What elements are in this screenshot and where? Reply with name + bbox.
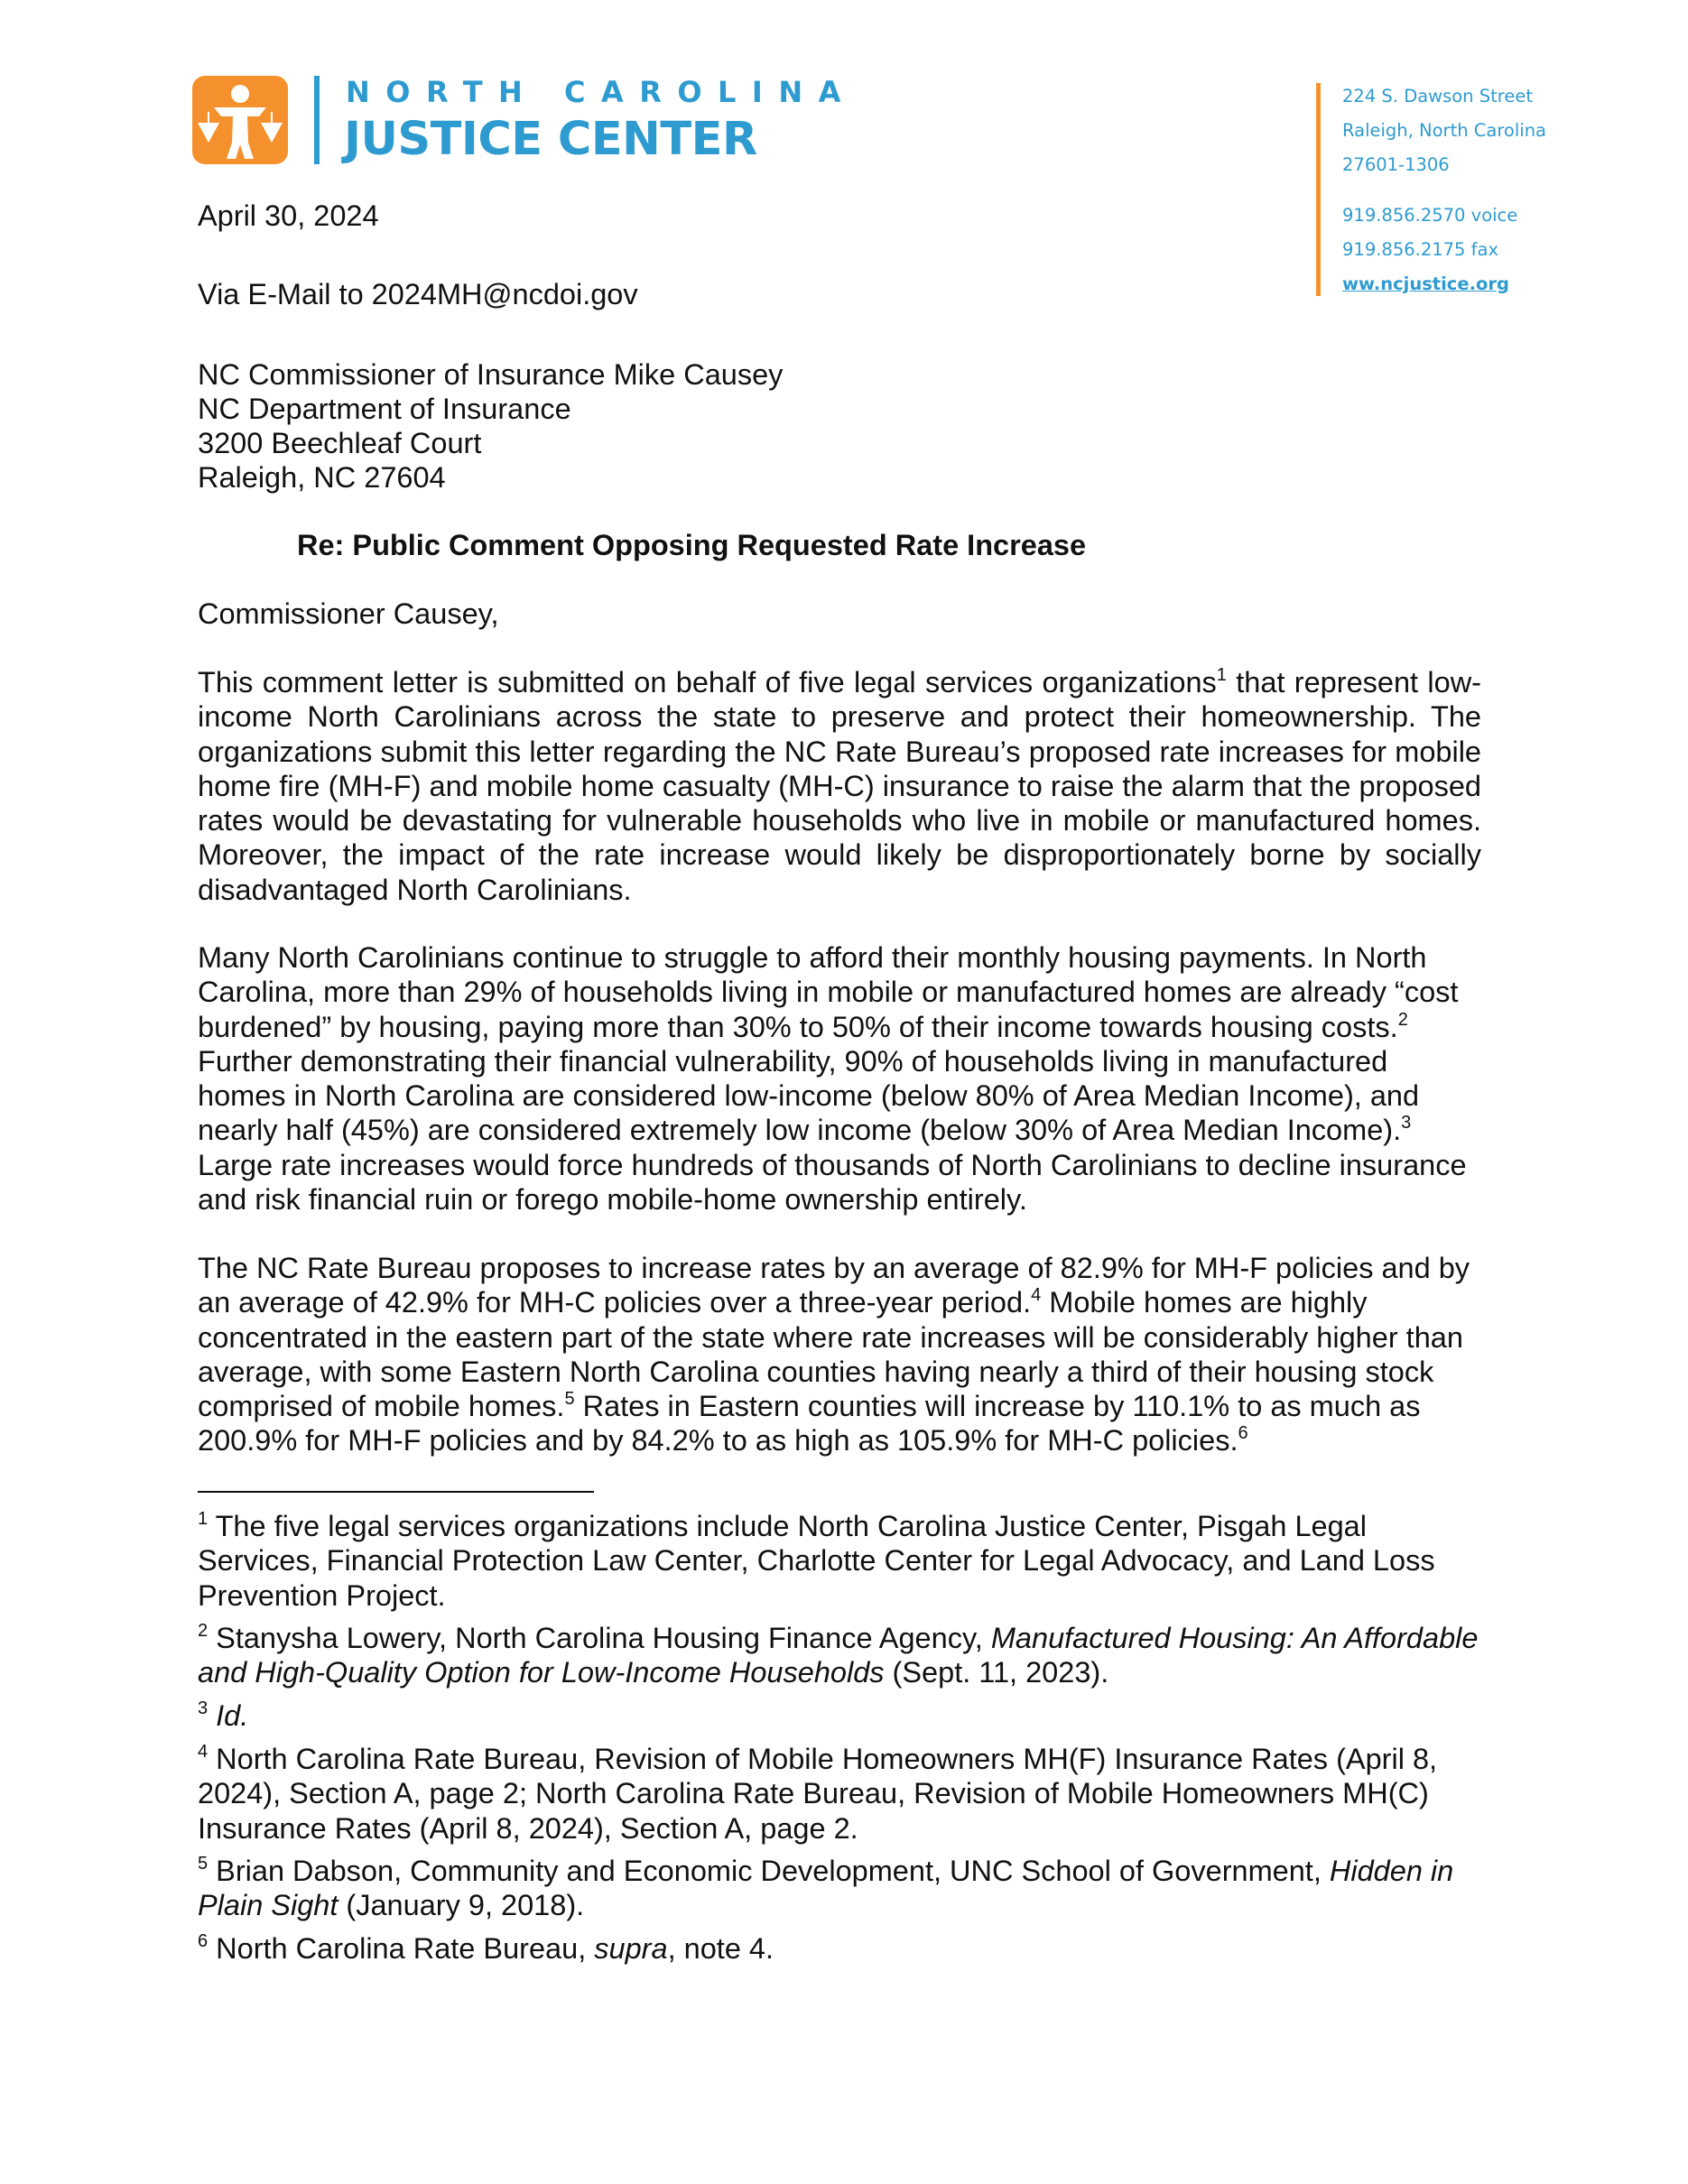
footnote-number: 5 (198, 1854, 209, 1874)
paragraph-text: Mobile homes are highly concentrated in the eastern part of the state where rate increases will be considerably higher than average, with some Eastern North Carolina counties having nearly a third of their housing stock comprised of mobile homes. (198, 1286, 1463, 1423)
footnote-number: 2 (198, 1621, 209, 1641)
recipient-line: 3200 Beechleaf Court (198, 427, 482, 459)
footnote-text: North Carolina Rate Bureau, (208, 1932, 595, 1965)
footnote-ref: 1 (1216, 665, 1227, 685)
footnote-text: (January 9, 2018). (338, 1889, 585, 1922)
footnote-number: 6 (198, 1931, 209, 1951)
address-zip: 27601-1306 (1342, 154, 1450, 175)
footnote-ref: 4 (1031, 1285, 1042, 1306)
footnote-number: 3 (198, 1698, 209, 1718)
footnote-number: 1 (198, 1509, 209, 1529)
body-paragraph-3 (198, 1251, 1481, 1458)
recipient-line: NC Department of Insurance (198, 393, 571, 425)
footnote-text: Id. (208, 1699, 249, 1732)
footnote-title: Manufactured Housing: An Affordable and High-Quality Option for Low-Income Households (198, 1622, 1479, 1689)
paragraph-text: Large rate increases would force hundreds of thousands of North Carolinians to decline insurance and risk financial ruin or forego mobile-home ownership entirely. (198, 1148, 1467, 1217)
footnote-title: Hidden in Plain Sight (198, 1855, 1454, 1922)
footnote-3 (198, 1698, 1481, 1733)
footnote-text: , note 4. (667, 1932, 774, 1965)
footnote-text: Brian Dabson, Community and Economic Development, UNC School of Government, (208, 1855, 1330, 1887)
address-street: 224 S. Dawson Street (1342, 86, 1534, 106)
paragraph-text: Rates in Eastern counties will increase by 110.1% to as much as 200.9% for MH-F policies and by 84.2% to as high as 105.9% for MH-C policies. (198, 1390, 1421, 1458)
paragraph-text: This comment letter is submitted on behalf of five legal services organizations (198, 666, 1217, 699)
footnote-separator (198, 1491, 594, 1493)
paragraph-text: Further demonstrating their financial vulnerability, 90% of households living in manufactured homes in North Carolina are considered low-income (below 80% of Area Median Income), and nearly half (45%) are considered extremely low income (below 30% of Area Median Income). (198, 1044, 1420, 1147)
footnote-1 (198, 1509, 1481, 1613)
body-paragraph-2 (198, 940, 1481, 1217)
org-name-line1: NORTH CAROLINA (346, 75, 857, 109)
scales-of-justice-icon (192, 76, 288, 164)
footnote-ref: 3 (1401, 1113, 1412, 1134)
paragraph-text: The NC Rate Bureau proposes to increase rates by an average of 82.9% for MH-F policies and by an average of 42.9% for MH-C policies over a three-year period. (198, 1252, 1470, 1319)
footnote-ref: 2 (1397, 1009, 1408, 1030)
website-link[interactable]: ww.ncjustice.org (1342, 273, 1509, 294)
footnote-ref: 6 (1238, 1423, 1248, 1444)
website-link-wrap (1342, 273, 1509, 295)
footnote-5 (198, 1854, 1481, 1923)
footnote-text: The five legal services organizations include North Carolina Justice Center, Pisgah Legal Services, Financial Protection Law Center, Charlotte Center for Legal Advocacy, and Land Loss Prevention Project. (198, 1510, 1435, 1612)
paragraph-text: Many North Carolinians continue to struggle to afford their monthly housing payments. In North Carolina, more than 29% of households living in mobile or manufactured homes are already “cost burdened” by housing, paying more than 30% to 50% of their income towards housing costs. (198, 941, 1459, 1043)
footnote-6 (198, 1931, 1481, 1966)
phone-fax: 919.856.2175 fax (1342, 239, 1499, 260)
footnote-2 (198, 1621, 1481, 1690)
footnote-text: (Sept. 11, 2023). (884, 1656, 1109, 1689)
footnote-text: North Carolina Rate Bureau, Revision of Mobile Homeowners MH(F) Insurance Rates (April 8, 2024), Section A, page 2; North Carolina Rate Bureau, Revision of Mobile Homeowners MH(C) Insurance Rates (April 8, 2024), Section A, page 2. (198, 1743, 1438, 1845)
via-email: Via E-Mail to 2024MH@ncdoi.gov (198, 278, 638, 310)
footnote-title: supra (594, 1932, 668, 1965)
subject-line: Re: Public Comment Opposing Requested Rate Increase (297, 529, 1087, 561)
letter-date: April 30, 2024 (198, 199, 379, 232)
footnote-number: 4 (198, 1742, 209, 1762)
footnote-ref: 5 (564, 1389, 575, 1410)
salutation: Commissioner Causey, (198, 597, 499, 630)
paragraph-text: that represent low-income North Carolinians across the state to preserve and protect their homeownership. The organizations submit this letter regarding the NC Rate Bureau’s proposed rate increases for mobile home fire (MH-F) and mobile home casualty (MH-C) insurance to raise the alarm that the proposed rates would be devastating for vulnerable households who live in mobile or manufactured homes. Moreover, the impact of the rate increase would likely be disproportionately borne by socially disadvantaged North Carolinians. (198, 666, 1481, 906)
footnote-4 (198, 1742, 1481, 1846)
recipient-line: Raleigh, NC 27604 (198, 461, 446, 494)
recipient-line: NC Commissioner of Insurance Mike Causey (198, 358, 784, 391)
org-name-line2: JUSTICE CENTER (344, 113, 757, 166)
phone-voice: 919.856.2570 voice (1342, 205, 1518, 226)
footnote-text: Stanysha Lowery, North Carolina Housing Finance Agency, (208, 1622, 991, 1654)
org-logo (192, 75, 857, 166)
address-divider (1316, 83, 1321, 296)
body-paragraph-1 (198, 665, 1481, 907)
address-city: Raleigh, North Carolina (1342, 120, 1547, 141)
logo-divider (314, 76, 320, 164)
